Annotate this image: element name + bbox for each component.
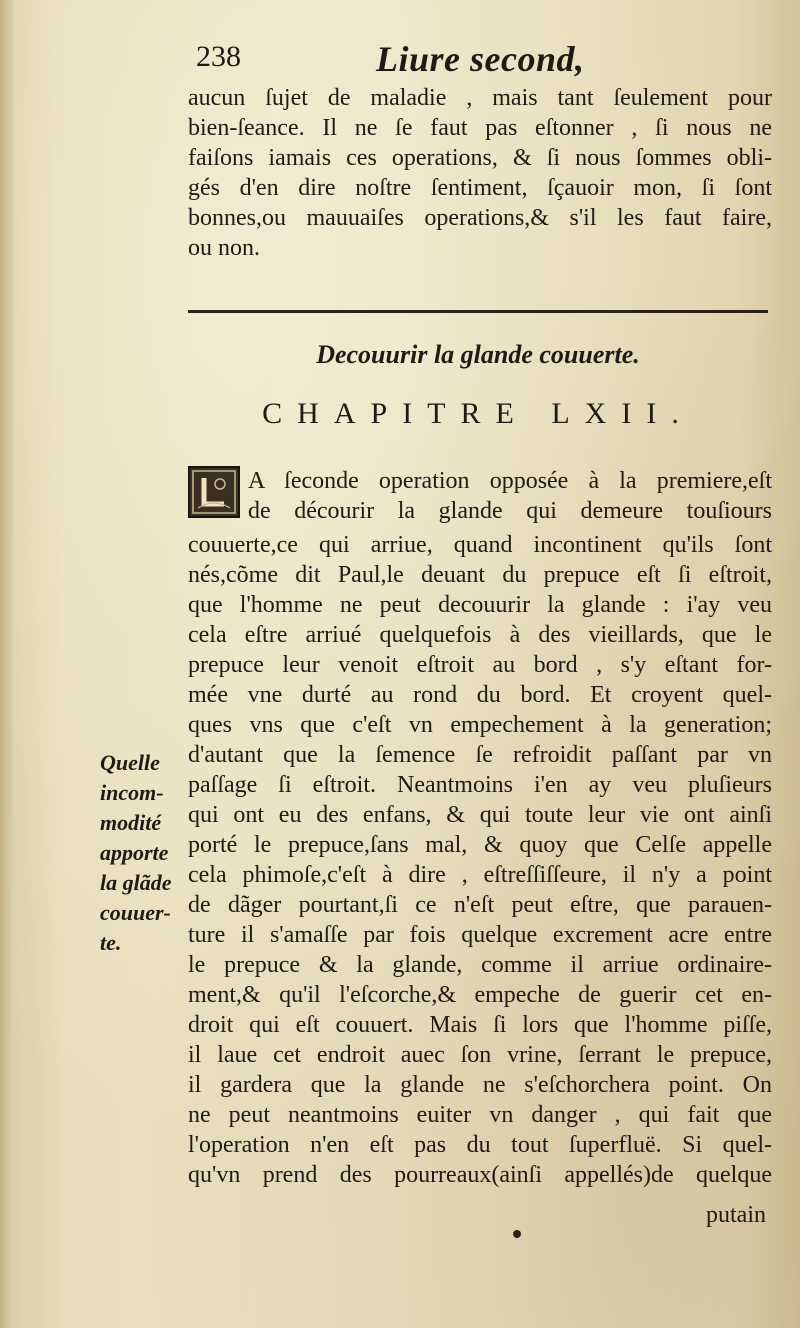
- text-line: bonnes,ou mauuaiſes operations,& s'il les faut faire,: [188, 205, 772, 231]
- text-line: qu'vn prend des pourreaux(ainſi appellés)de quelque: [188, 1162, 772, 1188]
- top-paragraph: [188, 83, 772, 263]
- margin-note-line: couuer-: [100, 900, 171, 925]
- text-line: d'autant que la ſemence ſe refroidit paſſant par vn: [188, 742, 772, 768]
- margin-note-line: te.: [100, 930, 122, 955]
- text-line: gés d'en dire noſtre ſentiment, ſçauoir mon, ſi ſont: [188, 175, 772, 201]
- text-line: ou non.: [188, 235, 260, 261]
- text-line: ne peut neantmoins euiter vn danger , qui fait que: [188, 1102, 772, 1128]
- text-line: aucun ſujet de maladie , mais tant ſeulement pour: [188, 85, 772, 111]
- text-line: ture il s'amaſſe par fois quelque excrement acre entre: [188, 922, 772, 948]
- text-line: prepuce leur venoit eſtroit au bord , s'y eſtant for-: [188, 652, 772, 678]
- text-line: qui ont eu des enfans, & qui toute leur vie ont ainſi: [188, 802, 772, 828]
- chapter-heading: CHAPITRE LXII.: [262, 397, 694, 430]
- text-line: paſſage ſi eſtroit. Neantmoins i'en ay veu pluſieurs: [188, 772, 772, 798]
- text-line: il gardera que la glande ne s'eſchorchera point. On: [188, 1072, 772, 1098]
- text-line: porté le prepuce,ſans mal, & quoy que Celſe appelle: [188, 832, 772, 858]
- ornamental-initial-icon: [190, 468, 238, 516]
- text-line: faiſons iamais ces operations, & ſi nous ſommes obli-: [188, 145, 772, 171]
- running-head: Liure second,: [376, 39, 585, 79]
- page-number: 238: [196, 40, 241, 73]
- text-line: ment,& qu'il l'eſcorche,& empeche de guerir cet en-: [188, 982, 772, 1008]
- text-line: l'operation n'en eſt pas du tout ſuperfluë. Si quel-: [188, 1132, 772, 1158]
- margin-note-line: modité: [100, 810, 162, 835]
- text-line: A ſeconde operation opposée à la premiere,eſt: [248, 468, 772, 494]
- page-edge-shadow: [0, 0, 14, 1328]
- section-rule: [188, 310, 768, 313]
- chapter-opening-lines: [248, 466, 772, 526]
- text-line: cela eſtre arriué quelquefois à des vieillards, que le: [188, 622, 772, 648]
- text-line: bien-ſeance. Il ne ſe faut pas eſtonner , ſi nous ne: [188, 115, 772, 141]
- text-line: droit qui eſt couuert. Mais ſi lors que l'homme piſſe,: [188, 1012, 772, 1038]
- text-line: il laue cet endroit auec ſon vrine, ſerrant le prepuce,: [188, 1042, 772, 1068]
- ink-smudge: [513, 1230, 521, 1238]
- ornamental-initial: [188, 466, 240, 518]
- page-header: [196, 40, 776, 84]
- catchword: putain: [706, 1202, 766, 1228]
- text-line: ques vns que c'eſt vn empechement à la generation;: [188, 712, 772, 738]
- section-title: Decouurir la glande couuerte.: [316, 340, 640, 369]
- text-line: de décourir la glande qui demeure touſiours: [248, 498, 772, 524]
- text-line: cela phimoſe,c'eſt à dire , eſtreſſiſſeure, il n'y a point: [188, 862, 772, 888]
- chapter-paragraph: [188, 530, 772, 1190]
- margin-note-line: apporte: [100, 840, 169, 865]
- margin-note-line: Quelle: [100, 750, 160, 775]
- text-line: nés,cõme dit Paul,le deuant du prepuce eſt ſi eſtroit,: [188, 562, 772, 588]
- margin-note-line: incom-: [100, 780, 164, 805]
- text-line: le prepuce & la glande, comme il arriue ordinaire-: [188, 952, 772, 978]
- margin-note: [100, 748, 182, 958]
- text-line: que l'homme ne peut decouurir la glande : i'ay veu: [188, 592, 772, 618]
- margin-note-line: la glãde: [100, 870, 172, 895]
- text-line: de dãger pourtant,ſi ce n'eſt peut eſtre, que parauen-: [188, 892, 772, 918]
- text-line: couuerte,ce qui arriue, quand incontinent qu'ils ſont: [188, 532, 772, 558]
- text-line: mée vne durté au rond du bord. Et croyent quel-: [188, 682, 772, 708]
